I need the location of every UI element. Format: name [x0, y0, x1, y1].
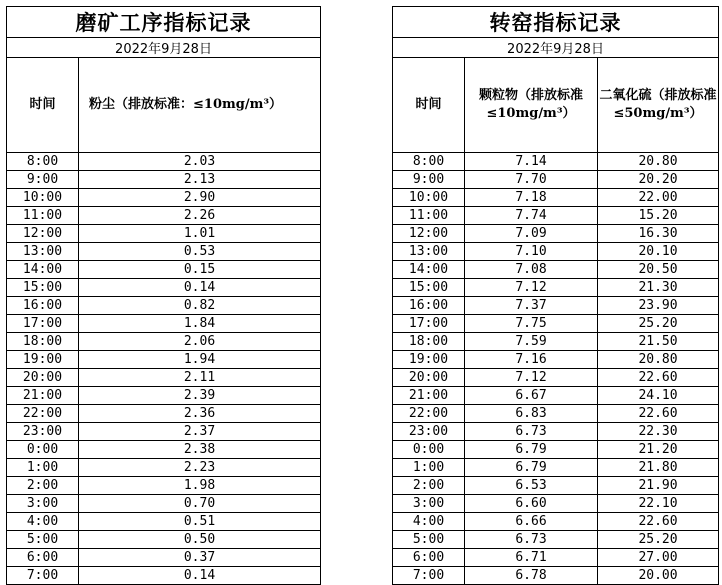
table-row [7, 549, 321, 567]
particulate-value-cell: 7.16 [465, 351, 598, 369]
table-row [7, 315, 321, 333]
so2-value-cell: 25.20 [598, 531, 719, 549]
dust-value-cell: 2.38 [79, 441, 321, 459]
table-row [393, 261, 719, 279]
so2-value-cell: 20.80 [598, 351, 719, 369]
so2-value-cell: 22.60 [598, 405, 719, 423]
table-row [7, 189, 321, 207]
dust-value-cell: 2.11 [79, 369, 321, 387]
time-cell: 8:00 [393, 153, 465, 171]
table-row [393, 531, 719, 549]
particulate-value-cell: 7.74 [465, 207, 598, 225]
table-row [393, 369, 719, 387]
time-cell: 16:00 [7, 297, 79, 315]
particulate-value-cell: 7.75 [465, 315, 598, 333]
time-cell: 16:00 [393, 297, 465, 315]
table-row [7, 171, 321, 189]
kiln-so2-header: 二氧化硫（排放标准≤50mg/m³） [598, 58, 719, 153]
so2-value-cell: 25.20 [598, 315, 719, 333]
particulate-value-cell: 6.71 [465, 549, 598, 567]
table-row [7, 423, 321, 441]
so2-value-cell: 21.80 [598, 459, 719, 477]
particulate-value-cell: 7.10 [465, 243, 598, 261]
particulate-value-cell: 6.79 [465, 441, 598, 459]
time-cell: 4:00 [393, 513, 465, 531]
dust-value-cell: 2.23 [79, 459, 321, 477]
time-cell: 3:00 [7, 495, 79, 513]
so2-value-cell: 20.10 [598, 243, 719, 261]
table-row [393, 243, 719, 261]
so2-value-cell: 21.90 [598, 477, 719, 495]
table-row [393, 405, 719, 423]
time-cell: 22:00 [7, 405, 79, 423]
dust-value-cell: 1.94 [79, 351, 321, 369]
time-cell: 11:00 [7, 207, 79, 225]
time-cell: 4:00 [7, 513, 79, 531]
particulate-value-cell: 7.37 [465, 297, 598, 315]
dust-value-cell: 0.70 [79, 495, 321, 513]
table-row [393, 225, 719, 243]
table-row [393, 459, 719, 477]
time-cell: 13:00 [393, 243, 465, 261]
table-row [393, 333, 719, 351]
so2-value-cell: 20.00 [598, 567, 719, 585]
so2-value-cell: 20.80 [598, 153, 719, 171]
table-row [393, 513, 719, 531]
table-row [7, 207, 321, 225]
particulate-value-cell: 6.73 [465, 531, 598, 549]
grinding-table-date: 2022年9月28日 [7, 38, 321, 58]
table-row [393, 423, 719, 441]
particulate-value-cell: 7.08 [465, 261, 598, 279]
table-row [7, 477, 321, 495]
table-row [393, 441, 719, 459]
time-cell: 14:00 [7, 261, 79, 279]
dust-value-cell: 2.90 [79, 189, 321, 207]
table-row [7, 531, 321, 549]
time-cell: 14:00 [393, 261, 465, 279]
table-row [7, 297, 321, 315]
table-row [7, 441, 321, 459]
table-row [7, 567, 321, 585]
particulate-value-cell: 7.12 [465, 279, 598, 297]
time-cell: 21:00 [393, 387, 465, 405]
grinding-index-table [6, 6, 321, 585]
time-cell: 21:00 [7, 387, 79, 405]
time-cell: 12:00 [393, 225, 465, 243]
time-cell: 22:00 [393, 405, 465, 423]
so2-value-cell: 24.10 [598, 387, 719, 405]
time-cell: 19:00 [393, 351, 465, 369]
time-cell: 20:00 [7, 369, 79, 387]
particulate-value-cell: 6.83 [465, 405, 598, 423]
time-cell: 5:00 [393, 531, 465, 549]
time-cell: 11:00 [393, 207, 465, 225]
time-cell: 5:00 [7, 531, 79, 549]
so2-value-cell: 23.90 [598, 297, 719, 315]
dust-value-cell: 0.37 [79, 549, 321, 567]
time-cell: 7:00 [393, 567, 465, 585]
dust-value-cell: 0.53 [79, 243, 321, 261]
so2-value-cell: 22.60 [598, 513, 719, 531]
particulate-value-cell: 7.70 [465, 171, 598, 189]
table-row [393, 279, 719, 297]
dust-value-cell: 0.15 [79, 261, 321, 279]
particulate-value-cell: 6.79 [465, 459, 598, 477]
time-cell: 6:00 [7, 549, 79, 567]
so2-value-cell: 21.30 [598, 279, 719, 297]
time-cell: 12:00 [7, 225, 79, 243]
time-cell: 23:00 [7, 423, 79, 441]
dust-value-cell: 0.82 [79, 297, 321, 315]
table-row [393, 297, 719, 315]
time-cell: 3:00 [393, 495, 465, 513]
time-cell: 1:00 [393, 459, 465, 477]
particulate-value-cell: 6.53 [465, 477, 598, 495]
time-cell: 9:00 [393, 171, 465, 189]
dust-value-cell: 2.13 [79, 171, 321, 189]
time-cell: 23:00 [393, 423, 465, 441]
particulate-value-cell: 7.14 [465, 153, 598, 171]
table-row [7, 459, 321, 477]
table-row [393, 207, 719, 225]
dust-value-cell: 0.14 [79, 567, 321, 585]
particulate-value-cell: 6.73 [465, 423, 598, 441]
table-row [7, 387, 321, 405]
so2-value-cell: 21.50 [598, 333, 719, 351]
table-row [393, 477, 719, 495]
dust-value-cell: 0.50 [79, 531, 321, 549]
table-row [7, 369, 321, 387]
table-row [7, 225, 321, 243]
dust-value-cell: 1.84 [79, 315, 321, 333]
table-row [7, 405, 321, 423]
time-cell: 18:00 [393, 333, 465, 351]
particulate-value-cell: 7.12 [465, 369, 598, 387]
dust-value-cell: 2.39 [79, 387, 321, 405]
table-row [7, 351, 321, 369]
time-cell: 13:00 [7, 243, 79, 261]
dust-value-cell: 2.36 [79, 405, 321, 423]
table-row [7, 279, 321, 297]
time-cell: 0:00 [7, 441, 79, 459]
time-cell: 10:00 [393, 189, 465, 207]
dust-value-cell: 1.98 [79, 477, 321, 495]
table-row [7, 495, 321, 513]
time-cell: 18:00 [7, 333, 79, 351]
grinding-dust-header: 粉尘（排放标准：≤10mg/m³） [79, 58, 321, 153]
so2-value-cell: 22.10 [598, 495, 719, 513]
particulate-value-cell: 7.59 [465, 333, 598, 351]
so2-value-cell: 21.20 [598, 441, 719, 459]
time-cell: 10:00 [7, 189, 79, 207]
so2-value-cell: 20.20 [598, 171, 719, 189]
so2-value-cell: 15.20 [598, 207, 719, 225]
dust-value-cell: 1.01 [79, 225, 321, 243]
time-cell: 19:00 [7, 351, 79, 369]
time-cell: 2:00 [393, 477, 465, 495]
dust-value-cell: 2.06 [79, 333, 321, 351]
time-cell: 8:00 [7, 153, 79, 171]
particulate-value-cell: 6.66 [465, 513, 598, 531]
time-cell: 6:00 [393, 549, 465, 567]
table-row [393, 153, 719, 171]
table-row [393, 171, 719, 189]
dust-value-cell: 0.51 [79, 513, 321, 531]
dust-value-cell: 2.26 [79, 207, 321, 225]
time-cell: 0:00 [393, 441, 465, 459]
so2-value-cell: 27.00 [598, 549, 719, 567]
grinding-table-title: 磨矿工序指标记录 [7, 7, 321, 38]
so2-value-cell: 20.50 [598, 261, 719, 279]
table-row [393, 351, 719, 369]
table-row [393, 315, 719, 333]
so2-value-cell: 16.30 [598, 225, 719, 243]
table-row [393, 495, 719, 513]
table-row [7, 513, 321, 531]
time-cell: 9:00 [7, 171, 79, 189]
time-cell: 7:00 [7, 567, 79, 585]
kiln-time-header: 时间 [393, 58, 465, 153]
dust-value-cell: 2.03 [79, 153, 321, 171]
table-row [7, 243, 321, 261]
time-cell: 15:00 [393, 279, 465, 297]
kiln-index-table [392, 6, 719, 585]
time-cell: 1:00 [7, 459, 79, 477]
kiln-table-date: 2022年9月28日 [393, 38, 719, 58]
table-row [7, 333, 321, 351]
particulate-value-cell: 7.09 [465, 225, 598, 243]
kiln-particulate-header: 颗粒物（排放标准≤10mg/m³） [465, 58, 598, 153]
table-row [7, 261, 321, 279]
particulate-value-cell: 6.78 [465, 567, 598, 585]
time-cell: 17:00 [393, 315, 465, 333]
particulate-value-cell: 7.18 [465, 189, 598, 207]
particulate-value-cell: 6.67 [465, 387, 598, 405]
time-cell: 20:00 [393, 369, 465, 387]
dust-value-cell: 2.37 [79, 423, 321, 441]
table-row [393, 567, 719, 585]
so2-value-cell: 22.60 [598, 369, 719, 387]
table-row [393, 387, 719, 405]
table-row [7, 153, 321, 171]
grinding-time-header: 时间 [7, 58, 79, 153]
dust-value-cell: 0.14 [79, 279, 321, 297]
table-row [393, 189, 719, 207]
time-cell: 17:00 [7, 315, 79, 333]
table-row [393, 549, 719, 567]
so2-value-cell: 22.30 [598, 423, 719, 441]
so2-value-cell: 22.00 [598, 189, 719, 207]
time-cell: 15:00 [7, 279, 79, 297]
time-cell: 2:00 [7, 477, 79, 495]
kiln-table-title: 转窑指标记录 [393, 7, 719, 38]
particulate-value-cell: 6.60 [465, 495, 598, 513]
